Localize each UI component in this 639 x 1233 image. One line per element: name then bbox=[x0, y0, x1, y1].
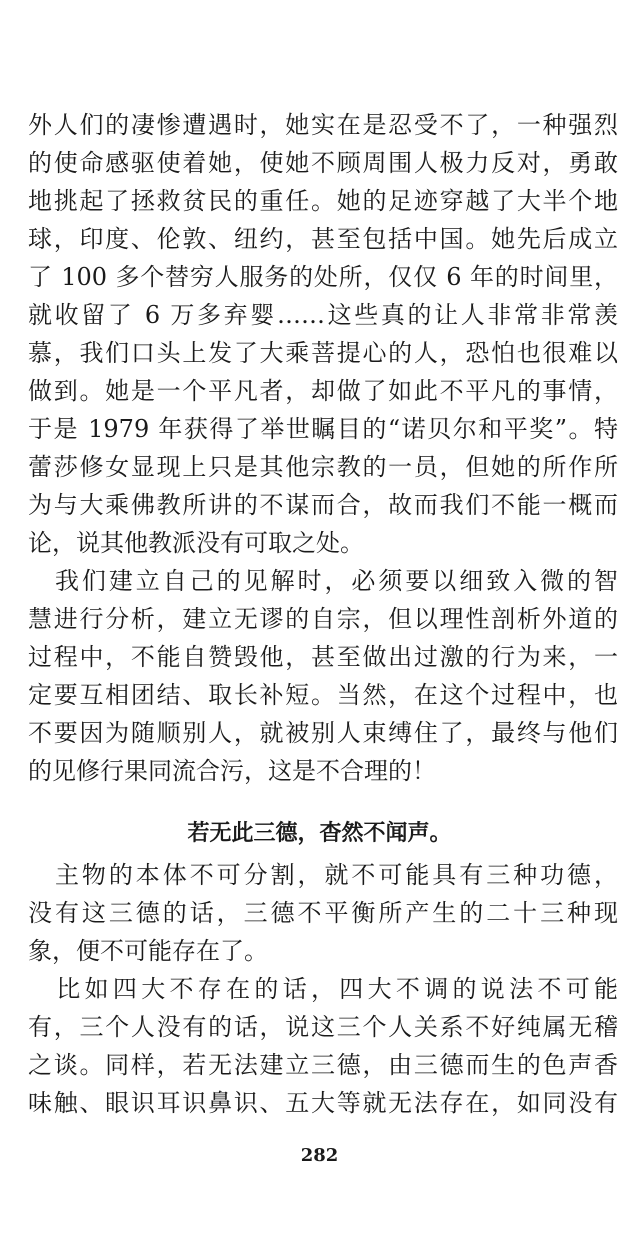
text-line: 于是 1979 年获得了举世瞩目的“诺贝尔和平奖”。特 bbox=[28, 415, 618, 443]
text-line: 外人们的凄惨遭遇时，她实在是忍受不了，一种强烈 bbox=[28, 111, 618, 139]
text-line: 不要因为随顺别人，就被别人束缚住了，最终与他们 bbox=[28, 719, 618, 747]
text-line: 象，便不可能存在了。 bbox=[28, 937, 268, 965]
text-line: 的见修行果同流合污，这是不合理的！ bbox=[28, 757, 436, 785]
text-line: 慕，我们口头上发了大乘菩提心的人，恐怕也很难以 bbox=[28, 339, 618, 367]
text-line: 主物的本体不可分割，就不可能具有三种功德， bbox=[28, 861, 618, 889]
text-line: 做到。她是一个平凡者，却做了如此不平凡的事情， bbox=[28, 377, 618, 405]
text-line: 过程中，不能自赞毁他，甚至做出过激的行为来，一 bbox=[28, 643, 618, 671]
text-line: 之谈。同样，若无法建立三德，由三德而生的色声香 bbox=[28, 1051, 618, 1079]
text-line: 蕾莎修女显现上只是其他宗教的一员，但她的所作所 bbox=[28, 453, 618, 481]
text-line: 球，印度、伦敦、纽约，甚至包括中国。她先后成立 bbox=[28, 225, 618, 253]
text-line: 就收留了 6 万多弃婴……这些真的让人非常非常羡 bbox=[28, 301, 618, 329]
text-line: 论，说其他教派没有可取之处。 bbox=[28, 529, 364, 557]
text-line: 比如四大不存在的话，四大不调的说法不可能 bbox=[28, 975, 618, 1003]
verse-heading: 若无此三德，杳然不闻声。 bbox=[187, 821, 452, 846]
text-line: 定要互相团结、取长补短。当然，在这个过程中，也 bbox=[28, 681, 618, 709]
text-line: 的使命感驱使着她，使她不顾周围人极力反对，勇敢 bbox=[28, 149, 618, 177]
text-line: 了 100 多个替穷人服务的处所，仅仅 6 年的时间里， bbox=[28, 263, 618, 291]
text-line: 味触、眼识耳识鼻识、五大等就无法存在，如同没有 bbox=[28, 1089, 618, 1117]
page-number: 282 bbox=[300, 1145, 339, 1166]
text-line: 地挑起了拯救贫民的重任。她的足迹穿越了大半个地 bbox=[28, 187, 618, 215]
text-line: 没有这三德的话，三德不平衡所产生的二十三种现 bbox=[28, 899, 618, 927]
text-line: 慧进行分析，建立无谬的自宗，但以理性剖析外道的 bbox=[28, 605, 618, 633]
text-line: 有，三个人没有的话，说这三个人关系不好纯属无稽 bbox=[28, 1013, 618, 1041]
text-line: 我们建立自己的见解时，必须要以细致入微的智 bbox=[28, 567, 618, 595]
text-line: 为与大乘佛教所讲的不谋而合，故而我们不能一概而 bbox=[28, 491, 618, 519]
